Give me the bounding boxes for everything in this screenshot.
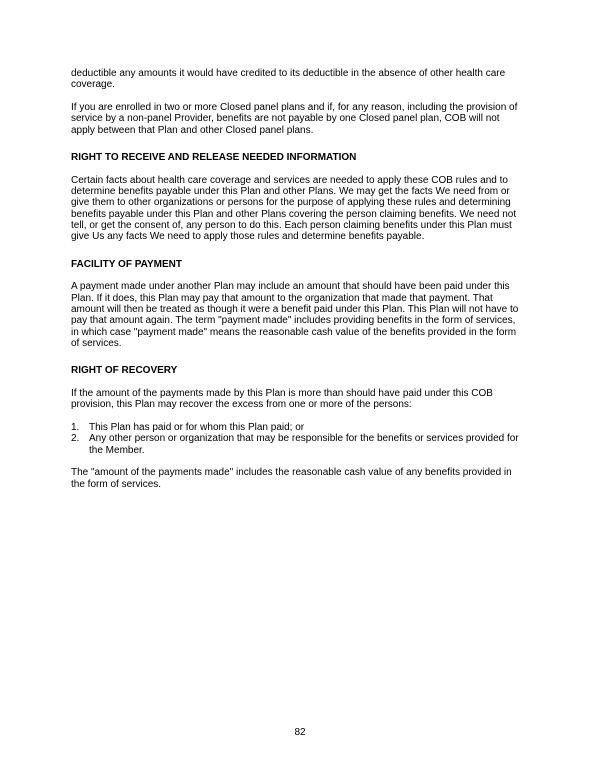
list-item: [71, 433, 523, 456]
paragraph-facility-of-payment: A payment made under another Plan may include an amount that should have been paid under this Plan. If it does, this Plan may pay that amount to the organization that made that payment. That amount will then be treated as though it were a benefit paid under this Plan. This Plan will not have to pay that amount again. The term "payment made" includes providing benefits in the form of services, in which case "payment made" means the reasonable cash value of the benefits provided in the form of services.: [71, 281, 519, 349]
page-number: 82: [294, 727, 306, 738]
heading-right-of-recovery: RIGHT OF RECOVERY: [71, 365, 178, 377]
heading-right-to-receive: RIGHT TO RECEIVE AND RELEASE NEEDED INFORMATION: [71, 151, 357, 163]
paragraph-right-to-receive: Certain facts about health care coverage and services are needed to apply these COB rules and to determine benefits payable under this Plan and other Plans. We may get the facts We need from or give them to other organizations or persons for the purpose of applying these rules and determining benefits payable under this Plan and other Plans covering the person claiming benefits. We need not tell, or get the consent of, any person to do this. Each person claiming benefits under this Plan must give Us any facts We need to apply those rules and determine benefits payable.: [71, 174, 517, 243]
list-item: [71, 422, 523, 433]
paragraph-right-of-recovery: If the amount of the payments made by this Plan is more than should have paid under this COB provision, this Plan may recover the excess from one or more of the persons:: [71, 387, 493, 411]
paragraph-amount-of-payments: The "amount of the payments made" includes the reasonable cash value of any benefits provided in the form of services.: [71, 467, 512, 490]
list-item-number: 2.: [71, 433, 80, 445]
paragraph-closed-panel-plans: If you are enrolled in two or more Closed panel plans and if, for any reason, including the provision of service by a non-panel Provider, benefits are not payable by one Closed panel plan, COB will not apply between that Plan and other Closed panel plans.: [71, 102, 518, 136]
list-item-number: 1.: [71, 422, 80, 434]
heading-facility-of-payment: FACILITY OF PAYMENT: [71, 258, 182, 270]
paragraph-deductible-continuation: deductible any amounts it would have credited to its deductible in the absence of other health care coverage.: [71, 68, 506, 91]
document-content: [71, 68, 523, 502]
list-item-text: This Plan has paid or for whom this Plan paid; or: [89, 422, 305, 434]
list-item-text: Any other person or organization that may be responsible for the benefits or services provided for the Member.: [89, 433, 519, 456]
recovery-persons-list: [71, 422, 523, 456]
